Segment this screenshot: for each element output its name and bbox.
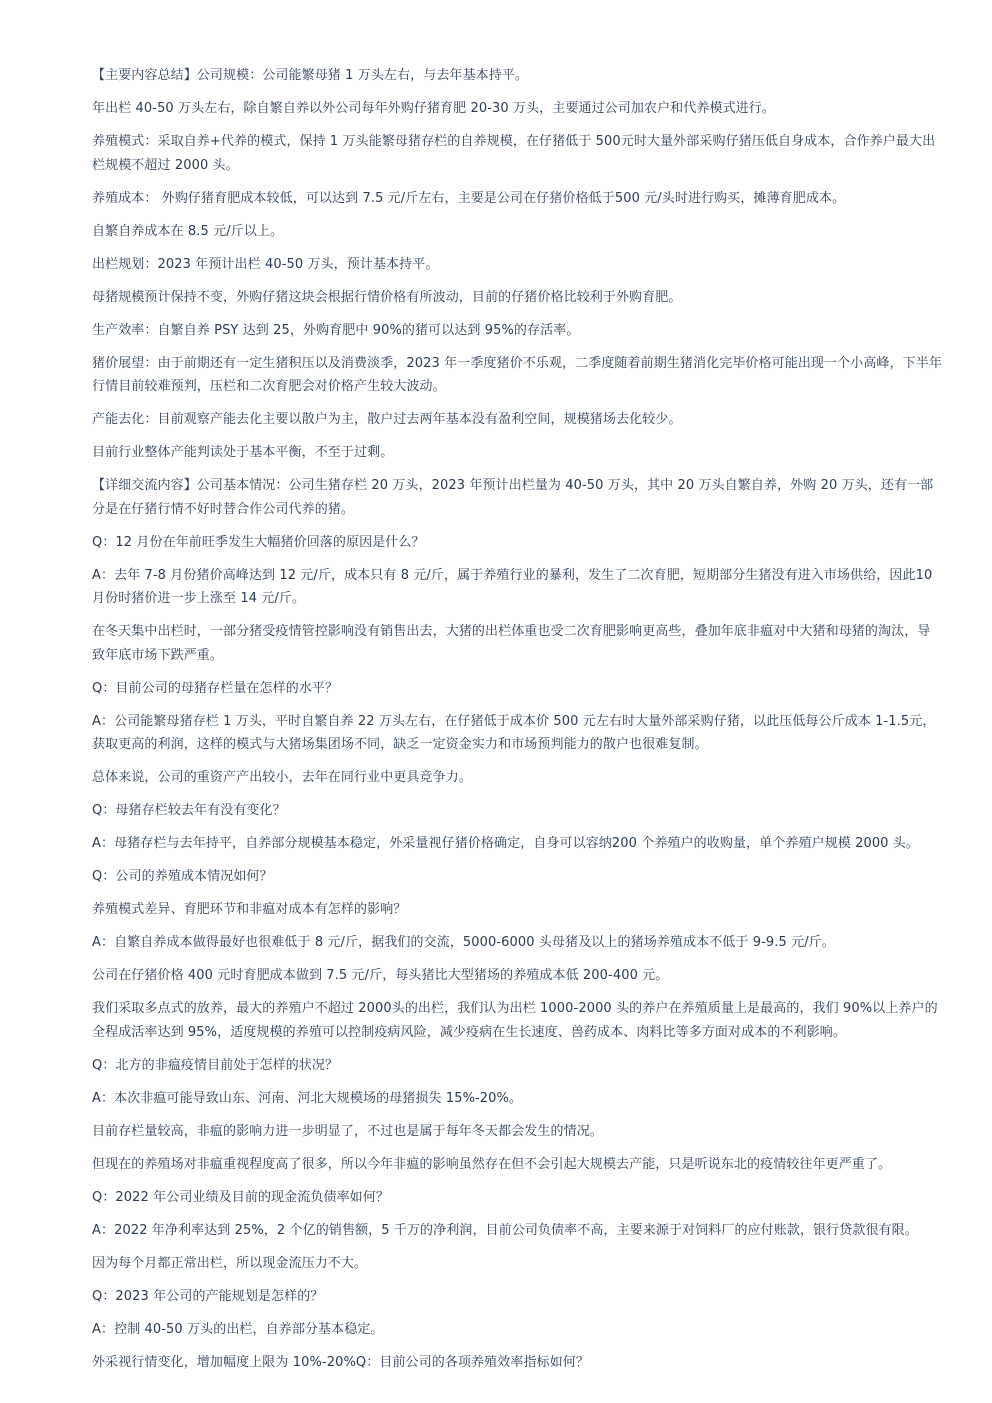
paragraph-body: 在冬天集中出栏时，一部分猪受疫情管控影响没有销售出去，大猪的出栏体重也受二次育肥影响更高些，叠加年底非瘟对中大猪和母猪的淘汰，导致年底市场下跌严重。 <box>92 624 931 663</box>
paragraph-answer: A：2022 年净利率达到 25%，2 个亿的销售额，5 千万的净利润，目前公司负债率不高，主要来源于对饲料厂的应付账款，银行贷款很有限。 <box>92 1222 918 1238</box>
paragraph-capacity-reduction: 产能去化：目前观察产能去化主要以散户为主，散户过去两年基本没有盈利空间，规模猪场去化较少。 <box>92 412 682 427</box>
paragraph-answer: A：去年 7-8 月份猪价高峰达到 12 元/斤，成本只有 8 元/斤，属于养殖行业的暴利，发生了二次育肥，短期部分生猪没有进入市场供给，因此10 月份时猪价进一步上涨至 14 元/斤。 <box>92 567 933 606</box>
paragraph-industry-balance: 目前行业整体产能判读处于基本平衡，不至于过剩。 <box>92 445 394 460</box>
paragraph-body: 但现在的养殖场对非瘟重视程度高了很多，所以今年非瘟的影响虽然存在但不会引起大规模去产能，只是听说东北的疫情较往年更严重了。 <box>92 1156 892 1172</box>
paragraph-answer: A：母猪存栏与去年持平，自养部分规模基本稳定，外采量视仔猪价格确定，自身可以容纳200 个养殖户的收购量，单个养殖户规模 2000 头。 <box>92 836 919 851</box>
paragraph-production-efficiency: 生产效率：自繁自养 PSY 达到 25，外购育肥中 90%的猪可以达到 95%的存活率。 <box>92 322 580 338</box>
paragraph-detail-basics: 【详细交流内容】公司基本情况：公司生猪存栏 20 万头，2023 年预计出栏量为 40-50 万头，其中 20 万头自繁自养，外购 20 万头，还有一部分是在仔猪行情不好时替合作公司代养的猪。 <box>92 478 934 517</box>
paragraph-summary-scale: 【主要内容总结】公司规模：公司能繁母猪 1 万头左右，与去年基本持平。 <box>92 68 529 83</box>
paragraph-question: Q：目前公司的母猪存栏量在怎样的水平？ <box>92 680 339 696</box>
paragraph-answer: A：本次非瘟可能导致山东、河南、河北大规模场的母猪损失 15%-20%。 <box>92 1090 523 1106</box>
paragraph-question: Q：2023 年公司的产能规划是怎样的？ <box>92 1288 324 1304</box>
paragraph-body: 总体来说，公司的重资产产出较小，去年在同行业中更具竞争力。 <box>92 770 472 785</box>
paragraph-output-plan: 出栏规划：2023 年预计出栏 40-50 万头，预计基本持平。 <box>92 256 439 272</box>
paragraph-question: Q：北方的非瘟疫情目前处于怎样的状况？ <box>92 1057 339 1073</box>
paragraph-body: 外采视行情变化，增加幅度上限为 10%-20%Q：目前公司的各项养殖效率指标如何？ <box>92 1354 589 1370</box>
paragraph-annual-output: 年出栏 40-50 万头左右，除自繁自养以外公司每年外购仔猪育肥 20-30 万头，主要通过公司加农户和代养模式进行。 <box>92 101 775 116</box>
paragraph-question: Q：12 月份在年前旺季发生大幅猪价回落的原因是什么？ <box>92 534 425 550</box>
paragraph-self-breeding-cost: 自繁自养成本在 8.5 元/斤以上。 <box>92 223 284 239</box>
paragraph-body: 养殖模式差异、育肥环节和非瘟对成本有怎样的影响？ <box>92 902 407 917</box>
paragraph-breeding-model: 养殖模式：采取自养+代养的模式，保持 1 万头能繁母猪存栏的自养规模，在仔猪低于 500元时大量外部采购仔猪压低自身成本，合作养户最大出栏规模不超过 2000 头。 <box>92 134 936 173</box>
paragraph-body: 因为每个月都正常出栏，所以现金流压力不大。 <box>92 1255 368 1271</box>
paragraph-body: 目前存栏量较高，非瘟的影响力进一步明显了，不过也是属于每年冬天都会发生的情况。 <box>92 1123 603 1139</box>
paragraph-answer: A：控制 40-50 万头的出栏，自养部分基本稳定。 <box>92 1321 384 1337</box>
paragraph-breeding-cost: 养殖成本： 外购仔猪育肥成本较低，可以达到 7.5 元/斤左右，主要是公司在仔猪价格低于500 元/头时进行购买，摊薄育肥成本。 <box>92 190 846 206</box>
paragraph-body: 公司在仔猪价格 400 元时育肥成本做到 7.5 元/斤，每头猪比大型猪场的养殖成本低 200-400 元。 <box>92 968 669 983</box>
paragraph-answer: A：自繁自养成本做得最好也很难低于 8 元/斤，据我们的交流，5000-6000 头母猪及以上的猪场养殖成本不低于 9-9.5 元/斤。 <box>92 935 835 950</box>
paragraph-sow-scale: 母猪规模预计保持不变，外购仔猪这块会根据行情价格有所波动，目前的仔猪价格比较利于外购育肥。 <box>92 289 682 305</box>
paragraph-question: Q：公司的养殖成本情况如何？ <box>92 869 273 884</box>
paragraph-question: Q：2022 年公司业绩及目前的现金流负债率如何？ <box>92 1189 389 1205</box>
paragraph-body: 我们采取多点式的放养，最大的养殖户不超过 2000头的出栏，我们认为出栏 1000-2000 头的养户在养殖质量上是最高的，我们 90%以上养户的全程成活率达到 95%，适度规模的养殖可以控制疫病风险，减少疫病在生长速度、兽药成本、肉料比等多方面对成本的不利影响。 <box>92 1001 938 1040</box>
paragraph-question: Q：母猪存栏较去年有没有变化？ <box>92 803 286 818</box>
paragraph-price-outlook: 猪价展望：由于前期还有一定生猪积压以及消费淡季，2023 年一季度猪价不乐观，二季度随着前期生猪消化完毕价格可能出现一个小高峰，下半年行情目前较难预判，压栏和二次育肥会对价格产生较大波动。 <box>92 355 942 394</box>
paragraph-answer: A：公司能繁母猪存栏 1 万头，平时自繁自养 22 万头左右，在仔猪低于成本价 500 元左右时大量外部采购仔猪，以此压低每公斤成本 1-1.5元，获取更高的利润，这样的模式与大猪场集团场不同，缺乏一定资金实力和市场预判能力的散户也很难复制。 <box>92 713 936 752</box>
